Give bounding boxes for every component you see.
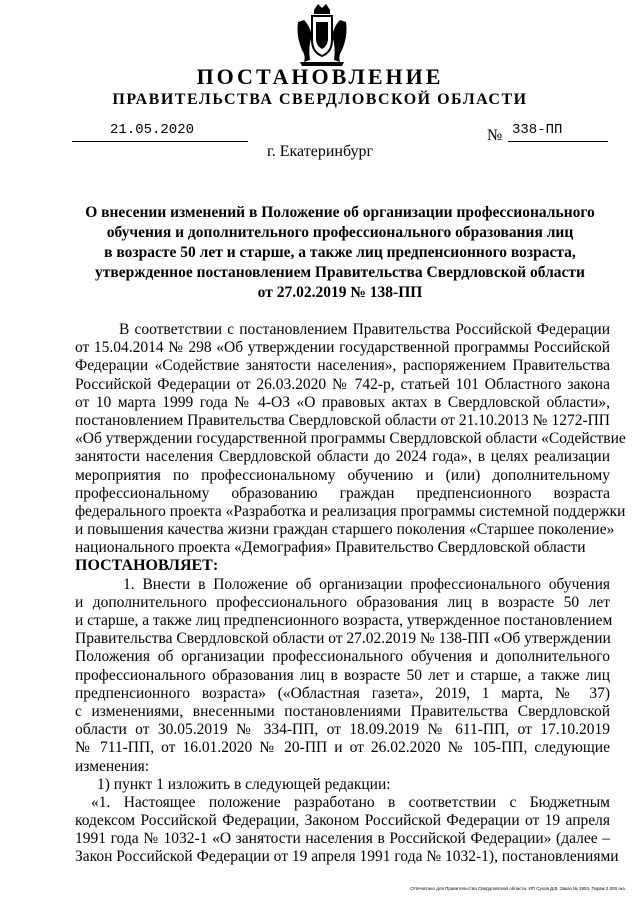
document-subject	[70, 203, 610, 303]
preamble-line: В соответствии с постановлением Правительства Российской Федерации	[119, 321, 610, 338]
preamble-line: от 10 марта 1999 года № 4-ОЗ «О правовых актах в Свердловской области»,	[75, 393, 610, 411]
preamble-line: мероприятия по профессиональному обучению и (или) дополнительному	[75, 466, 610, 484]
number-label: №	[487, 127, 503, 144]
clause-line: Правительства Свердловской области от 27.02.2019 № 138-ПП «Об утверждении	[75, 630, 611, 648]
quote-line: 1991 года № 1032-1 «О занятости населения в Российской Федерации» (далее –	[75, 830, 610, 848]
clause-line: Положения об организации профессионального обучения и дополнительного	[75, 648, 610, 666]
preamble-line: постановлением Правительства Свердловской области от 21.10.2013 № 1272-ПП	[75, 411, 610, 429]
quote-line: кодексом Российской Федерации, Законом Российской Федерации от 19 апреля	[75, 812, 610, 830]
document-title: ПОСТАНОВЛЕНИЕ	[196, 64, 444, 89]
clause-line: с изменениями, внесенными постановлениями Правительства Свердловской	[75, 702, 610, 720]
preamble-line: федерального проекта «Разработка и реализация программы системной поддержки	[75, 502, 626, 520]
document-number: 338-ПП	[512, 122, 563, 138]
clause-line: предпенсионного возраста» («Областная газета», 2019, 1 марта, № 37)	[75, 684, 610, 702]
subject-line: утвержденное постановлением Правительства Свердловской области	[95, 264, 585, 281]
clause-line: изменения:	[75, 757, 150, 775]
clause-line: № 711-ПП, от 16.01.2020 № 20-ПП и от 26.02.2020 № 105-ПП, следующие	[75, 739, 610, 757]
clause-line: и старше, а также лиц предпенсионного возраста, утвержденное постановлением	[75, 612, 613, 629]
clause-line: профессионального образования лиц в возрасте 50 лет и старше, а также лиц	[75, 666, 610, 684]
document-date: 21.05.2020	[110, 122, 195, 138]
preamble-line: «Об утверждении государственной программы Свердловской области «Содействие	[75, 430, 626, 448]
quote-line: Закон Российской Федерации от 19 апреля 1991 года № 1032-1), постановлениями	[75, 848, 619, 866]
subclause-line: 1) пункт 1 изложить в следующей редакции:	[97, 775, 391, 793]
subject-line: О внесении изменений в Положение об организации профессионального	[85, 204, 595, 221]
quote-line: «1. Настоящее положение разработано в соответствии с Бюджетным	[91, 793, 610, 811]
preamble-line: и повышения качества жизни граждан старшего поколения «Старшее поколение»	[75, 521, 615, 539]
resolves-heading: ПОСТАНОВЛЯЕТ:	[75, 557, 219, 575]
subject-line: обучения и дополнительного профессионального образования лиц	[106, 224, 574, 241]
preamble-line: от 15.04.2014 № 298 «Об утверждении государственной программы Российской	[75, 339, 610, 357]
city: г. Екатеринбург	[266, 143, 374, 160]
number-underline	[508, 141, 608, 142]
preamble-line: Российской Федерации от 26.03.2020 № 742-р, статьей 101 Областного закона	[75, 375, 610, 393]
clause-line: области от 30.05.2019 № 334-ПП, от 18.09.2019 № 611-ПП, от 17.10.2019	[75, 721, 610, 739]
clause-line: и дополнительного профессионального образования лиц в возрасте 50 лет	[75, 593, 610, 611]
preamble-line: профессиональному образованию граждан предпенсионного возраста	[75, 484, 610, 502]
preamble-line: Федерации «Содействие занятости населения», распоряжением Правительства	[75, 357, 610, 375]
document-body	[75, 321, 626, 867]
subject-line: в возрасте 50 лет и старше, а также лиц предпенсионного возраста,	[104, 244, 576, 261]
preamble-line: занятости населения Свердловской области до 2024 года», в целях реализации	[75, 448, 610, 466]
date-underline	[72, 141, 248, 142]
document-issuer: ПРАВИТЕЛЬСТВА СВЕРДЛОВСКОЙ ОБЛАСТИ	[112, 91, 528, 108]
print-imprint: Отпечатано для Правительства Свердловской области. ИП Сухов Д.В. Заказ № 1953. Тираж 2 000 экз.	[410, 886, 626, 891]
clause-line: 1. Внести в Положение об организации профессионального обучения	[123, 575, 610, 593]
subject-line: от 27.02.2019 № 138-ПП	[257, 284, 423, 301]
preamble-line: национального проекта «Демография» Правительство Свердловской области	[75, 539, 586, 557]
coat-of-arms-icon	[292, 2, 352, 66]
